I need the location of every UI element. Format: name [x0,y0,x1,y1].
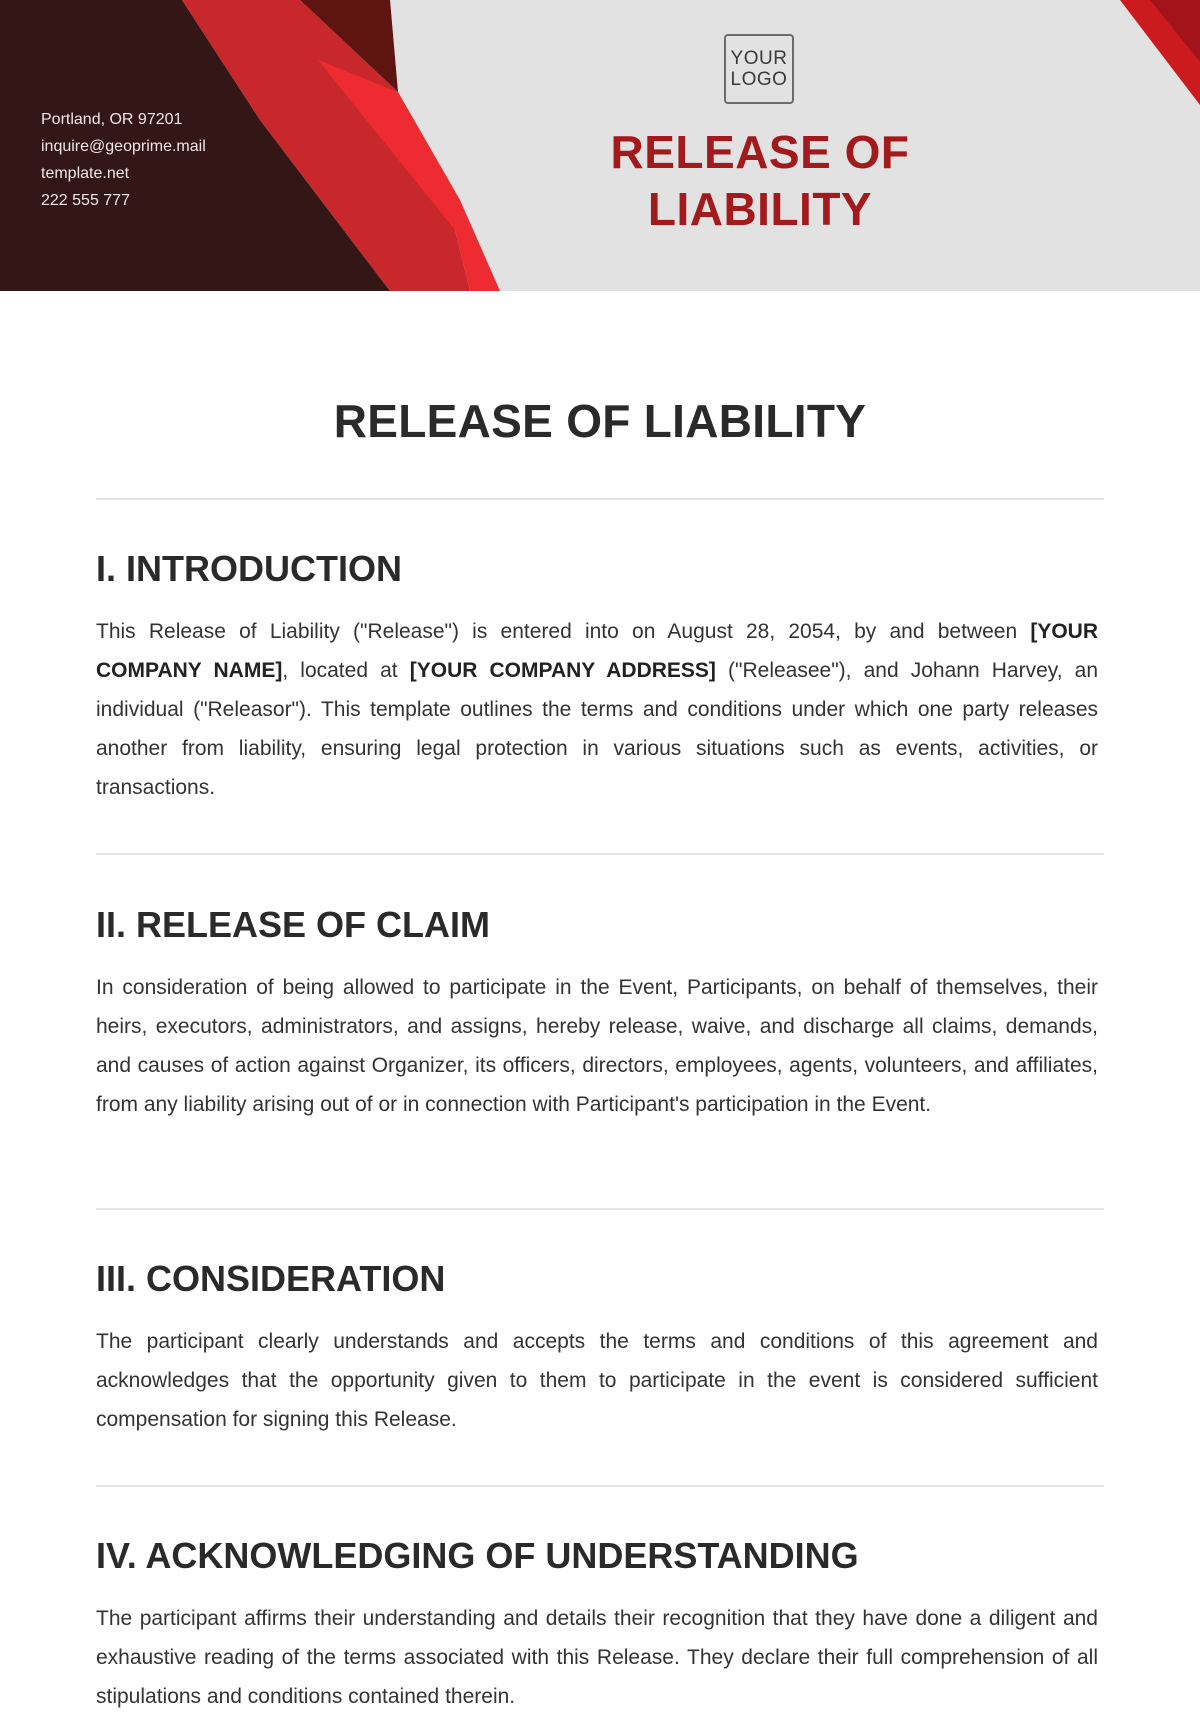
section-paragraph-consideration: The participant clearly understands and accepts the terms and conditions of this agreement and acknowledges that the opportunity given to them to participate in the event is considered sufficient compensation for signing this Release. [96,1330,1098,1431]
section-heading-introduction: I. INTRODUCTION [96,548,402,589]
contact-email: inquire@geoprime.mail [41,138,206,155]
contact-address: Portland, OR 97201 [41,111,183,128]
section-paragraph-release-of-claim: In consideration of being allowed to participate in the Event, Participants, on behalf of themselves, their heirs, executors, administrators, and assigns, hereby release, waive, and discharge all claims, demands, and causes of action against Organizer, its officers, directors, employees, agents, volunteers, and affiliates, from any liability arising out of or in connection with Participant's participation in the Event. [96,976,1098,1116]
contact-info [41,106,206,214]
section-heading-release-of-claim: II. RELEASE OF CLAIM [96,904,491,945]
header-title [560,124,960,238]
contact-phone: 222 555 777 [41,192,130,209]
company-name-placeholder: [YOUR COMPANY NAME] [96,620,1098,682]
header-title-line2: LIABILITY [647,183,873,235]
logo-text-line1: YOUR [730,48,788,69]
document-title: RELEASE OF LIABILITY [333,395,867,447]
contact-website: template.net [41,165,130,182]
section-heading-acknowledging: IV. ACKNOWLEDGING OF UNDERSTANDING [96,1535,859,1576]
divider [96,1208,1104,1210]
section-paragraph-acknowledging: The participant affirms their understanding and details their recognition that they have done a diligent and exhaustive reading of the terms associated with this Release. They declare their full comprehension of all stipulations and conditions contained therein. [96,1607,1098,1708]
intro-text-1: This Release of Liability ("Release") is entered into on August 28, 2054, by and between [96,620,1031,643]
intro-text-2: , located at [282,659,410,682]
header-title-line1: RELEASE OF [610,126,910,178]
section-heading-consideration: III. CONSIDERATION [96,1258,446,1299]
company-logo [724,34,794,104]
company-address-placeholder: [YOUR COMPANY ADDRESS] [409,659,716,682]
divider [96,853,1104,855]
divider [96,1485,1104,1487]
header-banner [0,0,1200,291]
intro-text-3: ("Releasee"), and Johann Harvey, an individual ("Releasor"). This template outlines the terms and conditions under which one party releases another from liability, ensuring legal protection in various situations such as events, activities, or transactions. [96,659,1098,799]
section-paragraph-introduction [96,612,1098,807]
logo-text-line2: LOGO [730,69,788,90]
divider [96,498,1104,500]
